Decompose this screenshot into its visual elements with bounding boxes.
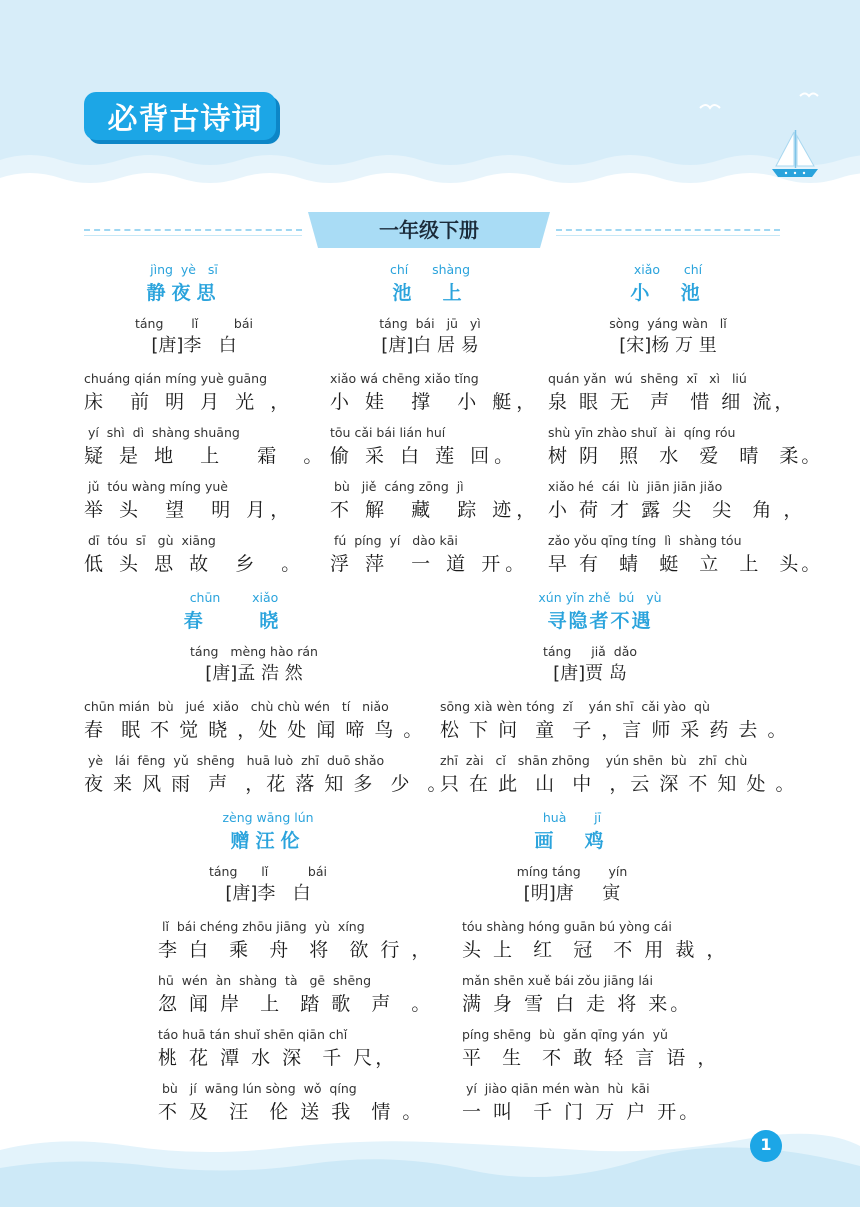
poem-line	[462, 918, 728, 964]
page-title: 必背古诗词	[107, 102, 263, 137]
poem-xun-yin-zhe-bu-yu	[440, 590, 797, 800]
line-pinyin: hū wén àn shàng tà gē shēng	[158, 973, 372, 988]
poem-title: 画 鸡	[534, 830, 610, 852]
poem-line	[84, 532, 305, 578]
author: [唐]白 居 易	[381, 335, 479, 356]
poem-line	[84, 370, 294, 416]
page-number: 1	[760, 1135, 772, 1154]
line-text: 春 眠 不 觉 晓 ，处 处 闻 啼 鸟 。	[84, 719, 425, 741]
line-pinyin: tōu cǎi bái lián huí	[330, 425, 446, 440]
poem-title: 池 上	[392, 282, 468, 304]
line-text: 头 上 红 冠 不 用 裁 ，	[462, 939, 729, 961]
author: [宋]杨 万 里	[619, 335, 717, 356]
line-pinyin: xiǎo hé cái lù jiān jiān jiǎo	[548, 479, 723, 494]
line-text: 举 头 望 明 月，	[84, 499, 295, 521]
poem-line	[330, 478, 540, 524]
line-pinyin: xiǎo wá chēng xiǎo tǐng	[330, 371, 479, 386]
line-pinyin: zǎo yǒu qīng tíng lì shàng tóu	[548, 533, 742, 548]
poem-line	[84, 478, 294, 524]
poem-line	[548, 478, 805, 524]
line-text: 夜 来 风 雨 声 ，花 落 知 多 少 。	[84, 773, 449, 795]
line-text: 偷 采 白 莲 回。	[330, 445, 519, 467]
poem-line	[462, 972, 692, 1018]
poem-title-pinyin: chūn xiǎo	[189, 590, 279, 605]
line-text: 浮 萍 一 道 开。	[330, 553, 530, 575]
poem-title-pinyin: jìng yè sī	[150, 262, 218, 277]
footer-wave-background	[0, 1120, 860, 1207]
poem-xiao-chi	[548, 262, 824, 582]
line-text: 松 下 问 童 子 ，言 师 采 药 去 。	[440, 719, 789, 741]
line-pinyin: mǎn shēn xuě bái zǒu jiāng lái	[462, 973, 653, 988]
poem-line	[84, 698, 424, 744]
poem-title-pinyin: zèng wāng lún	[222, 810, 314, 825]
line-text: 树 阴 照 水 爱 晴 柔。	[548, 445, 824, 467]
poem-line	[462, 1026, 719, 1072]
line-pinyin: jǔ tóu wàng míng yuè	[84, 479, 228, 494]
poem-line	[158, 1026, 397, 1072]
line-pinyin: táo huā tán shuǐ shēn qiān chǐ	[158, 1027, 348, 1042]
poem-line	[548, 532, 823, 578]
author-pinyin: míng táng yín	[516, 864, 628, 879]
poem-line	[330, 532, 529, 578]
poem-line	[84, 752, 449, 798]
line-pinyin: bù jiě cáng zōng jì	[330, 479, 464, 494]
author-pinyin: táng lǐ bái	[134, 316, 253, 331]
line-text: 疑 是 地 上 霜 。	[84, 445, 328, 467]
line-text: 小 娃 撑 小 艇，	[330, 391, 541, 413]
poem-title: 小 池	[630, 282, 706, 304]
line-pinyin: bù jí wāng lún sòng wǒ qíng	[158, 1081, 357, 1096]
poem-chun-xiao	[84, 590, 449, 800]
poem-title: 静夜思	[146, 282, 222, 304]
line-pinyin: píng shēng bù gǎn qīng yán yǔ	[462, 1027, 668, 1042]
line-text: 李 白 乘 舟 将 欲 行 ，	[158, 939, 434, 961]
line-text: 低 头 思 故 乡 。	[84, 553, 306, 575]
line-text: 平 生 不 敢 轻 言 语 ，	[462, 1047, 720, 1069]
line-text: 床 前 明 月 光 ，	[84, 391, 295, 413]
poem-hua-ji	[462, 810, 729, 1130]
line-pinyin: zhī zài cǐ shān zhōng yún shēn bù zhī chù	[440, 753, 748, 768]
author-pinyin: sòng yáng wàn lǐ	[609, 316, 727, 331]
author-pinyin: táng mèng hào rán	[190, 644, 318, 659]
poem-title-pinyin: huà jī	[542, 810, 602, 825]
line-pinyin: chūn mián bù jué xiǎo chù chù wén tí niǎo	[84, 699, 389, 714]
poem-line	[440, 752, 797, 798]
line-text: 小 荷 才 露 尖 尖 角 ，	[548, 499, 806, 521]
line-pinyin: sōng xià wèn tóng zǐ yán shī cǎi yào qù	[440, 699, 710, 714]
poem-title-pinyin: chí shàng	[389, 262, 471, 277]
sailboat-icon	[768, 128, 822, 180]
banner-divider-right	[556, 229, 780, 231]
poem-line	[158, 972, 433, 1018]
author-pinyin: táng jiǎ dǎo	[542, 644, 638, 659]
line-pinyin: quán yǎn wú shēng xī xì liú	[548, 371, 747, 386]
poem-line	[330, 370, 540, 416]
line-pinyin: yè lái fēng yǔ shēng huā luò zhī duō shǎo	[84, 753, 385, 768]
line-text: 不 解 藏 踪 迹，	[330, 499, 541, 521]
seagulls-icon	[690, 88, 830, 118]
line-text: 一 叫 千 门 万 户 开。	[462, 1101, 702, 1123]
grade-banner	[84, 212, 780, 248]
line-pinyin: lǐ bái chéng zhōu jiāng yù xíng	[158, 919, 365, 934]
author: [唐]李 白	[225, 883, 311, 904]
author: [唐]贾 岛	[553, 663, 627, 684]
poem-line	[158, 918, 433, 964]
line-pinyin: fú píng yí dào kāi	[330, 533, 458, 548]
line-text: 早 有 蜻 蜓 立 上 头。	[548, 553, 824, 575]
poem-title: 赠汪伦	[230, 830, 306, 852]
author: [明]唐 寅	[523, 883, 621, 904]
poem-line	[548, 370, 796, 416]
grade-label: 一年级下册	[379, 218, 479, 242]
poem-jing-ye-si	[84, 262, 328, 582]
poem-title: 春 晓	[183, 610, 285, 632]
line-text: 桃 花 潭 水 深 千 尺，	[158, 1047, 398, 1069]
poem-line	[84, 424, 327, 470]
line-pinyin: yí shì dì shàng shuāng	[84, 425, 240, 440]
line-pinyin: tóu shàng hóng guān bú yòng cái	[462, 919, 672, 934]
line-text: 满 身 雪 白 走 将 来。	[462, 993, 693, 1015]
line-text: 忽 闻 岸 上 踏 歌 声 。	[158, 993, 434, 1015]
line-text: 泉 眼 无 声 惜 细 流，	[548, 391, 797, 413]
line-pinyin: dī tóu sī gù xiāng	[84, 533, 216, 548]
poem-chi-shang	[330, 262, 541, 582]
poem-line	[440, 698, 788, 744]
poem-title-pinyin: xiǎo chí	[633, 262, 703, 277]
author: [唐]孟 浩 然	[205, 663, 303, 684]
line-pinyin: shù yīn zhào shuǐ ài qíng róu	[548, 425, 736, 440]
line-pinyin: yí jiào qiān mén wàn hù kāi	[462, 1081, 650, 1096]
line-pinyin: chuáng qián míng yuè guāng	[84, 371, 268, 386]
banner-divider-left-thin	[84, 235, 302, 236]
line-text: 只 在 此 山 中 ，云 深 不 知 处 。	[440, 773, 797, 795]
banner-divider-left	[84, 229, 302, 231]
poem-line	[330, 424, 518, 470]
poem-title-pinyin: xún yǐn zhě bú yù	[538, 590, 662, 605]
poem-line	[548, 424, 823, 470]
author-pinyin: táng lǐ bái	[208, 864, 327, 879]
author: [唐]李 白	[151, 335, 237, 356]
banner-divider-right-thin	[556, 235, 780, 236]
author-pinyin: táng bái jū yì	[379, 316, 481, 331]
line-text: 不 及 汪 伦 送 我 情 。	[158, 1101, 425, 1123]
poem-zeng-wang-lun	[158, 810, 434, 1130]
poem-title: 寻隐者不遇	[547, 610, 653, 632]
